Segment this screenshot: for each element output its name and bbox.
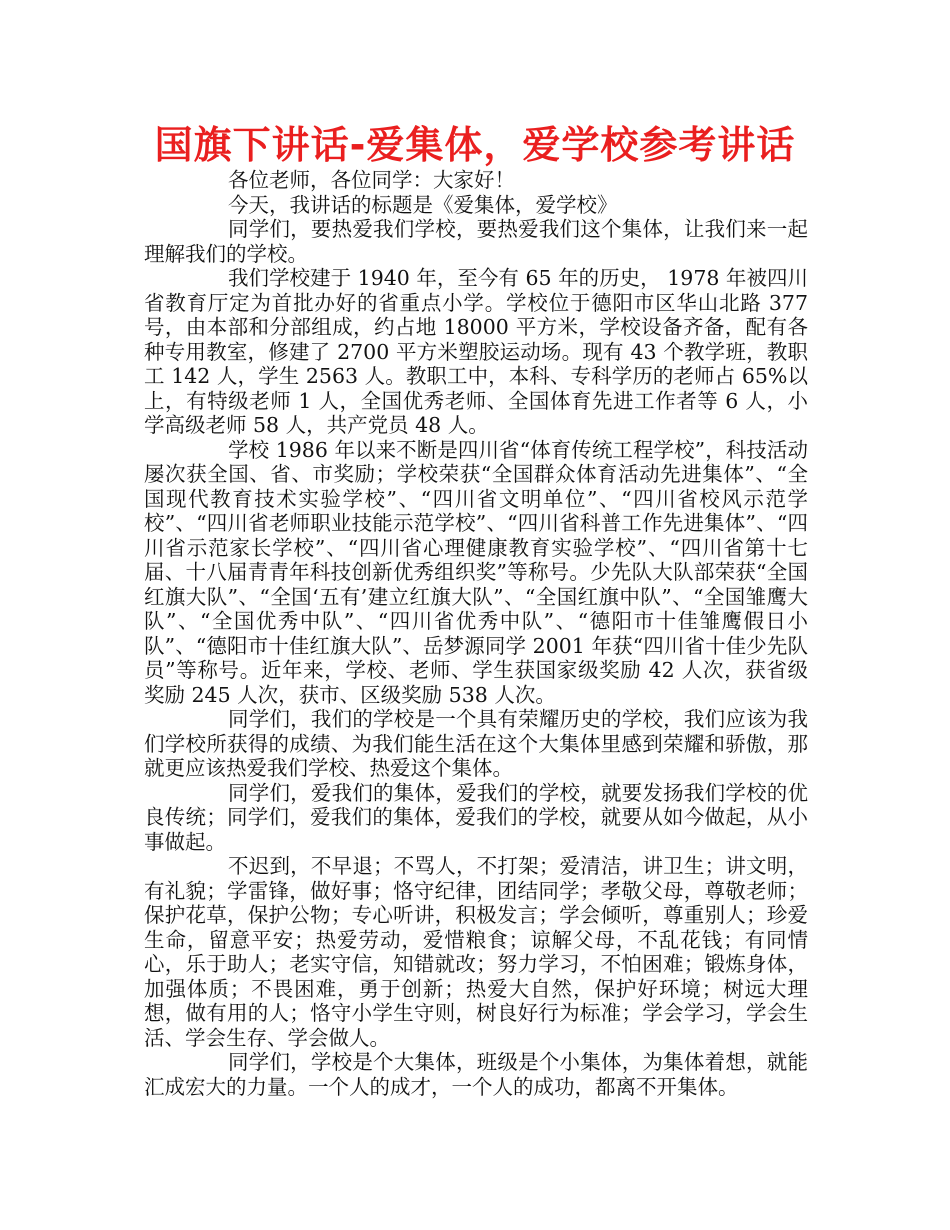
paragraph-tradition: 同学们，爱我们的集体，爱我们的学校，就要发扬我们学校的优良传统；同学们，爱我们的集体，爱我们的学校，就要从如今做起，从小事做起。: [144, 780, 808, 854]
document-body: [144, 168, 808, 1099]
paragraph-pride: 同学们，我们的学校是一个具有荣耀历史的学校，我们应该为我们学校所获得的成绩、为我们能生活在这个大集体里感到荣耀和骄傲，那就更应该热爱我们学校、热爱这个集体。: [144, 707, 808, 780]
paragraph-school-history: 我们学校建于 1940 年，至今有 65 年的历史， 1978 年被四川省教育厅定为首批办好的省重点小学。学校位于德阳市区华山北路 377 号，由本部和分部组成，约占地 18000 平方米，学校设备齐备，配有各种专用教室，修建了 2700 平方米塑胶运动场。现有 43 个教学班，教职工 142 人，学生 2563 人。教职工中，本科、专科学历的老师占 65%以上，有特级老师 1 人，全国优秀老师、全国体育先进工作者等 6 人，小学高级老师 58 人，共产党员 48 人。: [144, 266, 808, 437]
paragraph-topic: 今天，我讲话的标题是《爱集体，爱学校》: [228, 192, 618, 217]
paragraph-collective: 同学们，学校是个大集体，班级是个小集体，为集体着想，就能汇成宏大的力量。一个人的成才，一个人的成功，都离不开集体。: [144, 1050, 808, 1099]
paragraph-greeting: 各位老师，各位同学：大家好！: [228, 168, 515, 192]
paragraph-conduct-list: 不迟到，不早退；不骂人，不打架；爱清洁，讲卫生；讲文明，有礼貌；学雷锋，做好事；恪守纪律，团结同学；孝敬父母，尊敬老师；保护花草，保护公物；专心听讲，积极发言；学会倾听，尊重别人；珍爱生命，留意平安；热爱劳动，爱惜粮食；谅解父母，不乱花钱；有同情心，乐于助人；老实守信，知错就改；努力学习，不怕困难；锻炼身体，加强体质；不畏困难，勇于创新；热爱大自然，保护好环境；树远大理想，做有用的人；恪守小学生守则，树良好行为标准；学会学习，学会生活、学会生存、学会做人。: [144, 854, 808, 1050]
document-title: 国旗下讲话-爱集体，爱学校参考讲话: [154, 123, 796, 167]
paragraph-school-honors: 学校 1986 年以来不断是四川省“体育传统工程学校”，科技活动屡次获全国、省、市奖励；学校荣获“全国群众体育活动先进集体”、“全国现代教育技术实验学校”、“四川省文明单位”、“四川省校风示范学校”、“四川省老师职业技能示范学校”、“四川省科普工作先进集体”、“四川省示范家长学校”、“四川省心理健康教育实验学校”、“四川省第十七届、十八届青青年科技创新优秀组织奖”等称号。少先队大队部荣获“全国红旗大队”、“全国‘五有’建立红旗大队”、“全国红旗中队”、“全国雏鹰大队”、“全国优秀中队”、“四川省优秀中队”、“德阳市十佳雏鹰假日小队”、“德阳市十佳红旗大队”、岳梦源同学 2001 年获“四川省十佳少先队员”等称号。近年来，学校、老师、学生获国家级奖励 42 人次，获省级奖励 245 人次，获市、区级奖励 538 人次。: [144, 437, 808, 707]
paragraph-intro: 同学们，要热爱我们学校，要热爱我们这个集体，让我们来一起理解我们的学校。: [144, 217, 808, 266]
